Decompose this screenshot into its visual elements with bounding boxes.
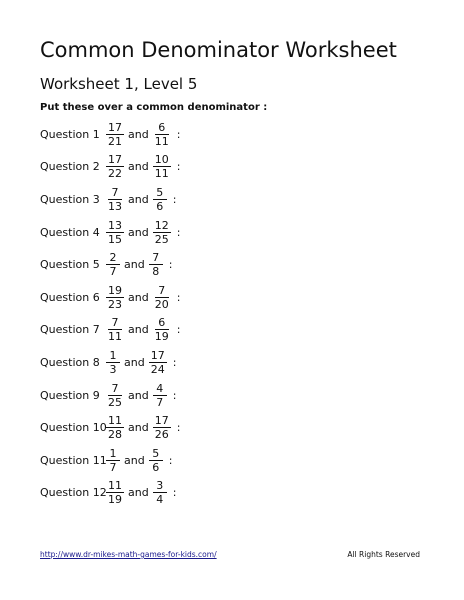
- fraction-numerator: 12: [154, 218, 169, 232]
- fraction-denominator: 20: [154, 297, 169, 311]
- question-label: Question 2: [40, 160, 100, 174]
- fraction-numerator: 6: [155, 121, 169, 135]
- footer-rights-text: All Rights Reserved: [347, 550, 420, 559]
- question-label: Question 1: [40, 127, 100, 141]
- first-fraction: [106, 121, 124, 148]
- question-label: Question 8: [40, 355, 100, 369]
- question-row: [40, 248, 340, 281]
- fraction-denominator: 11: [108, 330, 122, 344]
- fraction-numerator: 3: [153, 479, 167, 493]
- colon-mark: :: [172, 486, 177, 500]
- and-word: and: [124, 453, 145, 467]
- worksheet-subtitle: Worksheet 1, Level 5: [40, 75, 198, 93]
- fraction-numerator: 7: [108, 316, 122, 330]
- first-fraction: [106, 447, 120, 474]
- fraction-denominator: 11: [154, 134, 169, 148]
- fraction-denominator: 6: [152, 460, 160, 474]
- first-fraction: [106, 316, 124, 343]
- second-fraction: [153, 219, 171, 246]
- fraction-denominator: 25: [108, 395, 122, 409]
- first-fraction: [106, 219, 124, 246]
- fraction-numerator: 11: [108, 479, 122, 493]
- fraction-denominator: 19: [108, 493, 122, 507]
- fraction-numerator: 5: [149, 447, 163, 461]
- fraction-numerator: 7: [155, 284, 169, 298]
- fraction-numerator: 7: [108, 186, 122, 200]
- and-word: and: [124, 258, 145, 272]
- fraction-denominator: 22: [108, 167, 122, 181]
- first-fraction: [106, 382, 124, 409]
- fraction-numerator: 17: [150, 348, 165, 362]
- and-word: and: [124, 355, 145, 369]
- fraction-denominator: 25: [154, 232, 169, 246]
- fraction-denominator: 21: [108, 134, 122, 148]
- second-fraction: [153, 382, 167, 409]
- second-fraction: [153, 121, 171, 148]
- first-fraction: [106, 251, 120, 278]
- and-word: and: [128, 225, 149, 239]
- colon-mark: :: [168, 453, 173, 467]
- fraction-denominator: 7: [109, 265, 117, 279]
- and-word: and: [128, 290, 149, 304]
- question-label: Question 5: [40, 258, 100, 272]
- fraction-denominator: 24: [150, 362, 165, 376]
- question-list: [40, 118, 340, 509]
- colon-mark: :: [176, 421, 181, 435]
- colon-mark: :: [168, 258, 173, 272]
- fraction-numerator: 17: [108, 120, 122, 134]
- fraction-denominator: 7: [109, 460, 117, 474]
- question-row: [40, 477, 340, 510]
- fraction-numerator: 7: [149, 251, 163, 265]
- colon-mark: :: [176, 160, 181, 174]
- fraction-numerator: 10: [154, 153, 169, 167]
- fraction-denominator: 19: [154, 330, 169, 344]
- question-row: [40, 118, 340, 151]
- question-row: [40, 151, 340, 184]
- question-row: [40, 216, 340, 249]
- fraction-numerator: 1: [106, 349, 120, 363]
- colon-mark: :: [172, 355, 177, 369]
- colon-mark: :: [176, 127, 181, 141]
- and-word: and: [128, 388, 149, 402]
- second-fraction: [153, 284, 171, 311]
- question-label: Question 7: [40, 323, 100, 337]
- second-fraction: [149, 447, 163, 474]
- question-row: [40, 346, 340, 379]
- first-fraction: [106, 349, 120, 376]
- question-label: Question 4: [40, 225, 100, 239]
- fraction-numerator: 6: [155, 316, 169, 330]
- colon-mark: :: [172, 388, 177, 402]
- colon-mark: :: [176, 323, 181, 337]
- fraction-numerator: 5: [153, 186, 167, 200]
- fraction-numerator: 19: [108, 283, 122, 297]
- question-label: Question 3: [40, 192, 100, 206]
- fraction-denominator: 7: [156, 395, 164, 409]
- and-word: and: [128, 323, 149, 337]
- first-fraction: [106, 479, 124, 506]
- fraction-denominator: 11: [154, 167, 169, 181]
- fraction-denominator: 26: [154, 428, 169, 442]
- fraction-numerator: 13: [108, 218, 122, 232]
- question-row: [40, 411, 340, 444]
- fraction-numerator: 1: [106, 447, 120, 461]
- and-word: and: [128, 421, 149, 435]
- fraction-denominator: 8: [152, 265, 160, 279]
- worksheet-title: Common Denominator Worksheet: [40, 38, 397, 62]
- fraction-denominator: 4: [156, 493, 164, 507]
- first-fraction: [106, 414, 124, 441]
- second-fraction: [153, 479, 167, 506]
- question-row: [40, 183, 340, 216]
- first-fraction: [106, 284, 124, 311]
- and-word: and: [128, 127, 149, 141]
- colon-mark: :: [176, 290, 181, 304]
- fraction-numerator: 2: [106, 251, 120, 265]
- question-label: Question 12: [40, 486, 107, 500]
- and-word: and: [128, 192, 149, 206]
- fraction-numerator: 11: [108, 414, 122, 428]
- question-label: Question 11: [40, 453, 107, 467]
- question-label: Question 9: [40, 388, 100, 402]
- fraction-numerator: 7: [108, 382, 122, 396]
- first-fraction: [106, 186, 124, 213]
- instruction-text: Put these over a common denominator :: [40, 102, 268, 113]
- question-label: Question 6: [40, 290, 100, 304]
- question-row: [40, 281, 340, 314]
- second-fraction: [149, 251, 163, 278]
- second-fraction: [149, 349, 167, 376]
- fraction-denominator: 23: [108, 297, 122, 311]
- second-fraction: [153, 186, 167, 213]
- second-fraction: [153, 316, 171, 343]
- fraction-numerator: 4: [153, 382, 167, 396]
- fraction-denominator: 3: [109, 362, 117, 376]
- and-word: and: [128, 160, 149, 174]
- footer-website-link[interactable]: http://www.dr-mikes-math-games-for-kids.com/: [40, 550, 217, 559]
- fraction-numerator: 17: [154, 414, 169, 428]
- question-row: [40, 314, 340, 347]
- colon-mark: :: [172, 192, 177, 206]
- first-fraction: [106, 153, 124, 180]
- fraction-denominator: 15: [108, 232, 122, 246]
- fraction-denominator: 13: [108, 199, 122, 213]
- question-label: Question 10: [40, 421, 107, 435]
- fraction-denominator: 28: [108, 428, 122, 442]
- fraction-denominator: 6: [156, 199, 164, 213]
- colon-mark: :: [176, 225, 181, 239]
- question-row: [40, 444, 340, 477]
- second-fraction: [153, 414, 171, 441]
- and-word: and: [128, 486, 149, 500]
- fraction-numerator: 17: [108, 153, 122, 167]
- second-fraction: [153, 153, 171, 180]
- question-row: [40, 379, 340, 412]
